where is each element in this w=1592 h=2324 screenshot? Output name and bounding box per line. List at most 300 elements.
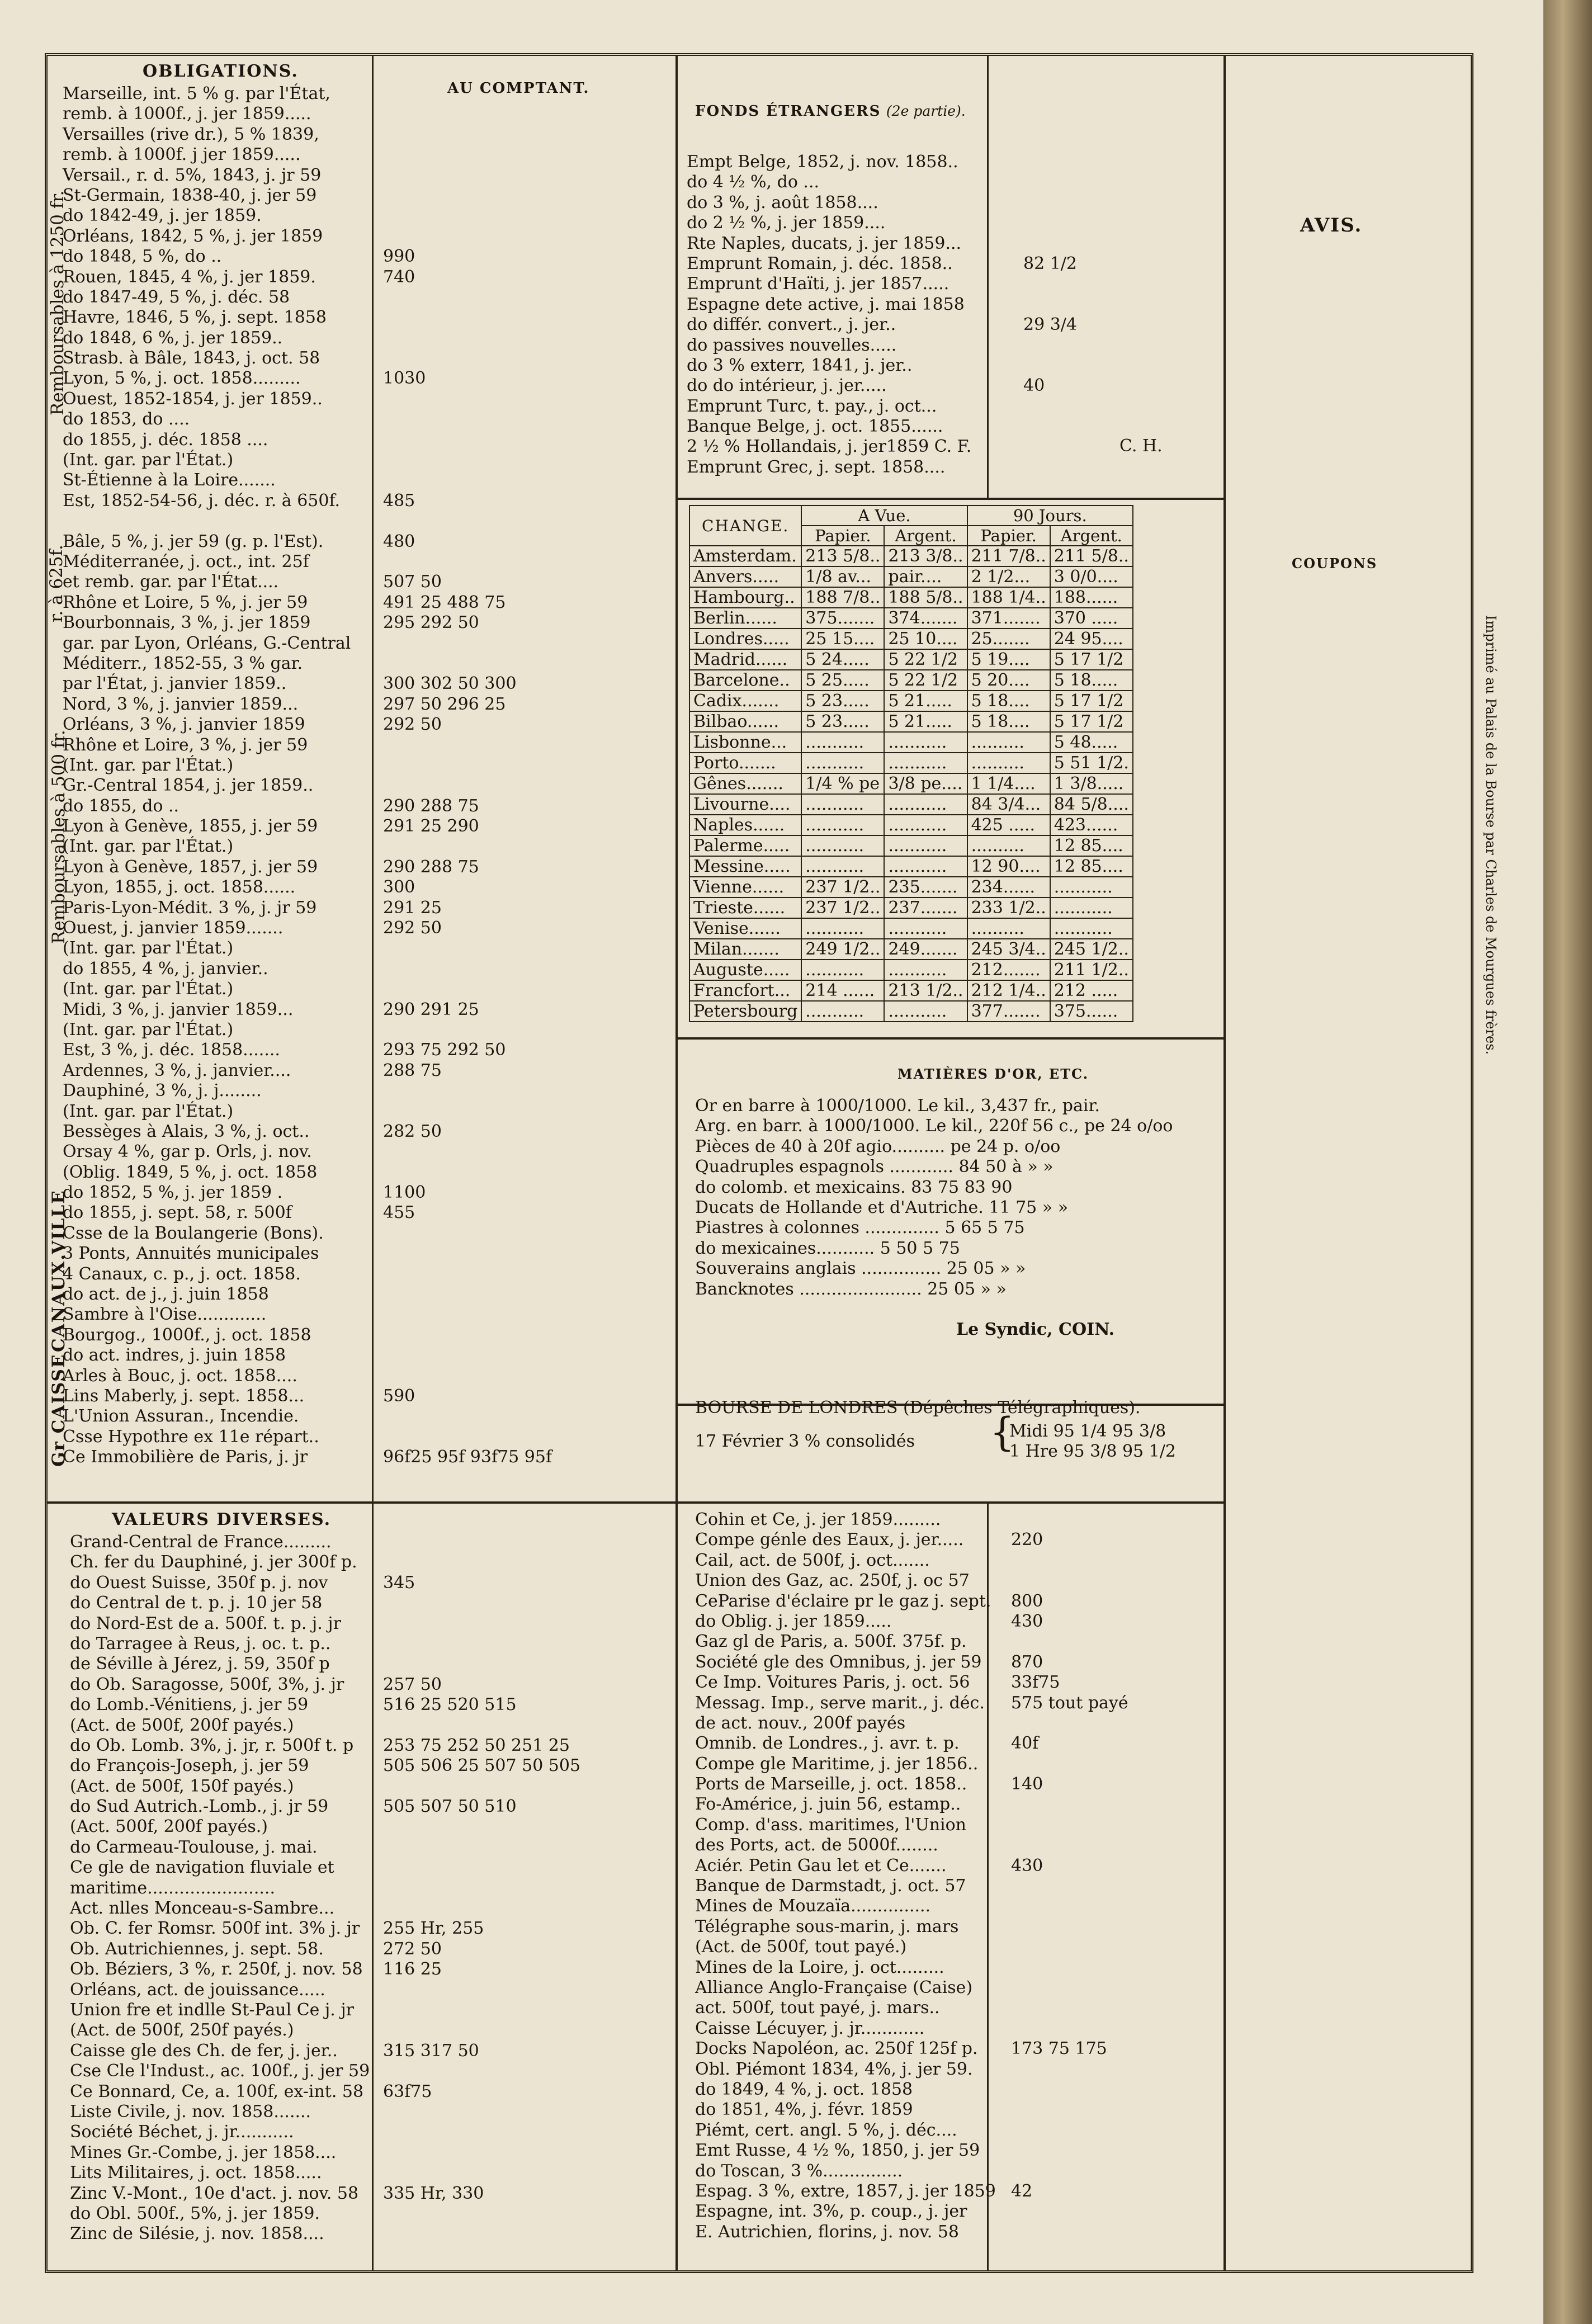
- section-divider: [675, 498, 1223, 500]
- item-label: Versailles (rive dr.), 5 % 1839,: [63, 124, 319, 144]
- list-item: [63, 1224, 667, 1244]
- side-label-canaux: CANAUX.: [49, 1253, 69, 1352]
- change-rate: ...........: [884, 815, 967, 835]
- londres-date: 17 Février 3 % consolidés: [695, 1432, 915, 1451]
- change-rate: 84 5/8....: [1050, 794, 1133, 815]
- item-label: Gaz gl de Paris, a. 500f. 375f. p.: [695, 1632, 967, 1652]
- item-label: Dauphiné, 3 %, j. j........: [63, 1081, 262, 1101]
- change-row: [689, 877, 1133, 898]
- list-item: [695, 1510, 1534, 1530]
- change-row: [689, 566, 1133, 587]
- item-label: do François-Joseph, j. jer 59: [70, 1756, 309, 1776]
- valeurs-list: [70, 1532, 674, 2245]
- change-row: [689, 773, 1133, 794]
- change-rate: 375.......: [801, 608, 884, 629]
- change-rate: ...........: [1050, 877, 1133, 898]
- list-item: [70, 2143, 674, 2163]
- list-item: [63, 1000, 667, 1020]
- change-rate: pair....: [884, 566, 967, 587]
- list-item: [63, 1142, 667, 1162]
- list-item: [63, 938, 667, 958]
- item-label: Versail., r. d. 5%, 1843, j. jr 59: [63, 165, 322, 185]
- change-rate: 188......: [1050, 587, 1133, 608]
- change-rate: 245 1/2..: [1050, 939, 1133, 960]
- change-rate: ...........: [801, 918, 884, 939]
- column-divider: [675, 56, 678, 2270]
- change-rate: ...........: [801, 960, 884, 980]
- list-item: [70, 1959, 674, 1980]
- avis-header: AVIS.: [1300, 214, 1363, 237]
- item-label: Gr.-Central 1854, j. jer 1859..: [63, 776, 314, 796]
- item-value: 485: [383, 490, 415, 511]
- item-value: 590: [383, 1386, 415, 1406]
- change-rate: ...........: [884, 1001, 967, 1022]
- item-label: Zinc de Silésie, j. nov. 1858....: [70, 2224, 324, 2244]
- item-label: Ob. Autrichiennes, j. sept. 58.: [70, 1939, 324, 1959]
- list-item: [63, 287, 667, 308]
- change-rate: 235.......: [884, 877, 967, 898]
- change-rate: 423......: [1050, 815, 1133, 835]
- list-item: [695, 1632, 1534, 1652]
- list-item: [63, 1406, 667, 1426]
- item-label: Paris-Lyon-Médit. 3 %, j. jr 59: [63, 898, 317, 918]
- change-rate: 213 5/8..: [801, 546, 884, 566]
- list-item: [695, 1218, 1232, 1238]
- item-value: 257 50: [383, 1674, 442, 1694]
- change-rate: ..........: [967, 918, 1050, 939]
- item-value: 990: [383, 247, 415, 267]
- item-value: 300 302 50 300: [383, 674, 517, 694]
- list-item: [63, 1183, 667, 1203]
- list-item: [695, 1733, 1534, 1754]
- item-label: Emt Russe, 4 ½ %, 1850, j. jer 59: [695, 2141, 980, 2161]
- item-label: Grand-Central de France.........: [70, 1532, 332, 1552]
- change-rate: 188 7/8..: [801, 587, 884, 608]
- list-item: [63, 1244, 667, 1264]
- list-item: [70, 2122, 674, 2142]
- section-divider: [48, 1501, 675, 1504]
- item-label: maritime........................: [70, 1878, 275, 1898]
- item-label: Emprunt Turc, t. pay., j. oct...: [687, 396, 937, 416]
- divers-list: [695, 1510, 1534, 2242]
- list-item: [70, 1939, 674, 1959]
- change-city: Barcelone..: [689, 670, 801, 691]
- change-rate: ...........: [884, 960, 967, 980]
- change-rate: 211 1/2..: [1050, 960, 1133, 980]
- list-item: [687, 396, 1358, 417]
- change-rate: 188 5/8..: [884, 587, 967, 608]
- change-row: [689, 670, 1133, 691]
- item-label: Ce Immobilière de Paris, j. jr: [63, 1447, 308, 1467]
- list-item: [695, 1137, 1232, 1157]
- change-row: [689, 856, 1133, 877]
- item-label: Espagne dete active, j. mai 1858: [687, 294, 965, 314]
- list-item: [687, 152, 1358, 172]
- list-item: [63, 572, 667, 592]
- list-item: [63, 84, 667, 104]
- item-label: Cohin et Ce, j. jer 1859.........: [695, 1510, 941, 1529]
- item-label: (Int. gar. par l'État.): [63, 979, 234, 999]
- change-rate: 245 3/4..: [967, 939, 1050, 960]
- list-item: [63, 430, 667, 450]
- list-item: [70, 1593, 674, 1613]
- side-label-625: r. à 625f.: [46, 545, 67, 622]
- item-value: 291 25: [383, 898, 442, 918]
- item-label: Messag. Imp., serve marit., j. déc.: [695, 1693, 985, 1713]
- item-label: do 1848, 5 %, do ..: [63, 247, 222, 267]
- matieres-header: MATIÈRES D'OR, ETC.: [897, 1066, 1089, 1082]
- item-label: Bessèges à Alais, 3 %, j. oct..: [63, 1121, 310, 1141]
- change-city: Anvers.....: [689, 566, 801, 587]
- item-value: 507 50: [383, 572, 442, 592]
- change-rate: 374.......: [884, 608, 967, 629]
- item-value: 96f25 95f 93f75 95f: [383, 1447, 552, 1467]
- list-item: [63, 1203, 667, 1223]
- list-item: [63, 735, 667, 755]
- list-item: [70, 1654, 674, 1674]
- section-divider: [675, 1037, 1223, 1040]
- item-label: Union fre et indlle St-Paul Ce j. jr: [70, 2000, 354, 2020]
- change-rate: 5 21.....: [884, 691, 967, 711]
- change-rate: ..........: [967, 753, 1050, 773]
- list-item: [695, 1571, 1534, 1591]
- item-label: Quadruples espagnols ............ 84 50 à » »: [695, 1157, 1054, 1177]
- change-rate: ...........: [1050, 918, 1133, 939]
- list-item: [687, 356, 1358, 376]
- item-label: do 3 %, j. août 1858....: [687, 192, 878, 212]
- item-label: Alliance Anglo-Française (Caise): [695, 1977, 973, 1997]
- change-row: [689, 794, 1133, 815]
- change-rate: ...........: [801, 1001, 884, 1022]
- item-value: 140: [1011, 1774, 1043, 1794]
- change-row: [689, 546, 1133, 566]
- matieres-list: [695, 1096, 1232, 1300]
- item-value: 800: [1011, 1591, 1043, 1611]
- list-item: [695, 1652, 1534, 1673]
- item-label: Orléans, 1842, 5 %, j. jer 1859: [63, 226, 323, 246]
- change-rate: 5 18....: [967, 691, 1050, 711]
- item-label: do 1855, do ..: [63, 796, 179, 816]
- item-label: Ob. C. fer Romsr. 500f int. 3% j. jr: [70, 1919, 360, 1939]
- coupons-header: COUPONS: [1292, 555, 1378, 571]
- item-label: do 1855, 4 %, j. janvier..: [63, 958, 268, 979]
- item-value: 290 288 75: [383, 796, 479, 816]
- item-label: Bâle, 5 %, j. jer 59 (g. p. l'Est).: [63, 531, 324, 551]
- change-city: Hambourg..: [689, 587, 801, 608]
- item-label: Arles à Bouc, j. oct. 1858....: [63, 1366, 297, 1386]
- item-value: 345: [383, 1572, 415, 1593]
- list-item: [687, 295, 1358, 315]
- item-value: 288 75: [383, 1060, 442, 1080]
- change-rate: 5 51 1/2.: [1050, 753, 1133, 773]
- list-item: [63, 1061, 667, 1081]
- change-row: [689, 898, 1133, 918]
- item-label: Caisse gle des Ch. de fer, j. jer..: [70, 2040, 338, 2061]
- change-row: [689, 815, 1133, 835]
- list-item: [63, 1447, 667, 1467]
- item-label: Télégraphe sous-marin, j. mars: [695, 1916, 959, 1936]
- item-label: Docks Napoléon, ac. 250f 125f p.: [695, 2039, 978, 2059]
- list-item: [687, 172, 1358, 192]
- list-item: [695, 2202, 1534, 2222]
- item-label: Lyon à Genève, 1855, j. jer 59: [63, 816, 318, 837]
- item-label: do act. de j., j. juin 1858: [63, 1284, 269, 1305]
- change-row: [689, 711, 1133, 732]
- item-label: Act. nlles Monceau-s-Sambre...: [70, 1898, 335, 1919]
- change-rate: 211 5/8..: [1050, 546, 1133, 566]
- list-item: [695, 1917, 1534, 1937]
- change-rate: 25 10....: [884, 629, 967, 649]
- item-label: Rte Naples, ducats, j. jer 1859...: [687, 233, 962, 253]
- item-value: 575 tout payé: [1011, 1693, 1128, 1713]
- item-value: 1030: [383, 369, 426, 389]
- change-row: [689, 753, 1133, 773]
- change-rate: 249.......: [884, 939, 967, 960]
- change-rate: 3/8 pe....: [884, 773, 967, 794]
- item-label: do Central de t. p. j. 10 jer 58: [70, 1593, 323, 1613]
- item-value: 870: [1011, 1652, 1043, 1672]
- item-label: Or en barre à 1000/1000. Le kil., 3,437 fr., pair.: [695, 1096, 1100, 1116]
- item-value: 315 317 50: [383, 2040, 479, 2061]
- change-city: Vienne......: [689, 877, 801, 898]
- change-rate: ...........: [884, 856, 967, 877]
- change-rate: 5 25.....: [801, 670, 884, 691]
- item-label: Strasb. à Bâle, 1843, j. oct. 58: [63, 348, 320, 369]
- change-rate: ...........: [801, 835, 884, 856]
- item-label: do 1847-49, 5 %, j. déc. 58: [63, 287, 290, 307]
- list-item: [695, 1754, 1534, 1774]
- change-row: [689, 960, 1133, 980]
- change-rate: ...........: [801, 794, 884, 815]
- item-value: 292 50: [383, 715, 442, 735]
- brace-mark: {: [990, 1409, 1015, 1455]
- item-label: Société gle des Omnibus, j. jer 59: [695, 1652, 982, 1672]
- change-rate: ...........: [884, 732, 967, 753]
- item-label: do 3 % exterr, 1841, j. jer..: [687, 355, 913, 375]
- item-label: Bourbonnais, 3 %, j. jer 1859: [63, 613, 311, 633]
- change-rate: 234......: [967, 877, 1050, 898]
- book-spine: [1543, 0, 1592, 2324]
- obligations-list: [63, 84, 667, 1468]
- list-item: [695, 1530, 1534, 1550]
- item-value: 42: [1011, 2181, 1033, 2201]
- imprint-vertical: Imprimé au Palais de la Bourse par Charles de Mourgues frères.: [1483, 615, 1499, 1055]
- list-item: [63, 125, 667, 145]
- item-label: Ce Imp. Voitures Paris, j. oct. 56: [695, 1673, 970, 1693]
- change-table-body: [689, 546, 1133, 1022]
- list-item: [695, 1612, 1534, 1632]
- list-item: [63, 695, 667, 715]
- item-label: remb. à 1000f. j jer 1859.....: [63, 145, 301, 165]
- item-label: Orléans, act. de jouissance.....: [70, 1980, 325, 2000]
- list-item: [695, 1794, 1534, 1815]
- list-item: [63, 328, 667, 348]
- item-label: Ce Bonnard, Ce, a. 100f, ex-int. 58: [70, 2081, 364, 2101]
- item-label: Csse Hypothre ex 11e répart..: [63, 1426, 319, 1447]
- list-item: [63, 247, 667, 267]
- change-rate: 12 85....: [1050, 835, 1133, 856]
- list-item: [695, 2161, 1534, 2181]
- change-rate: 5 20....: [967, 670, 1050, 691]
- list-item: [63, 959, 667, 979]
- item-label: do 4 ½ %, do ...: [687, 172, 820, 192]
- item-label: Mines Gr.-Combe, j. jer 1858....: [70, 2142, 337, 2162]
- item-label: Mines de Mouzaïa...............: [695, 1896, 931, 1916]
- list-item: [695, 1673, 1534, 1693]
- item-label: (Int. gar. par l'État.): [63, 755, 234, 775]
- list-item: [70, 2163, 674, 2183]
- item-value: 40: [1023, 376, 1045, 396]
- change-rate: 213 3/8..: [884, 546, 967, 566]
- list-item: [63, 532, 667, 552]
- change-rate: ..........: [967, 835, 1050, 856]
- change-rate: 1/8 av...: [801, 566, 884, 587]
- item-label: Lins Maberly, j. sept. 1858...: [63, 1386, 305, 1406]
- change-rate: ...........: [884, 794, 967, 815]
- change-rate: 237 1/2..: [801, 898, 884, 918]
- list-item: [63, 837, 667, 857]
- list-item: [695, 1978, 1534, 1998]
- fonds-etrangers-list: [687, 152, 1358, 478]
- list-item: [63, 857, 667, 877]
- change-row: [689, 691, 1133, 711]
- item-label: Banque de Darmstadt, j. oct. 57: [695, 1876, 966, 1896]
- list-item: [63, 369, 667, 389]
- list-item: [63, 206, 667, 226]
- item-label: do différ. convert., j. jer..: [687, 315, 896, 335]
- item-label: Comp. d'ass. maritimes, l'Union: [695, 1815, 966, 1835]
- item-label: Méditerranée, j. oct., int. 25f: [63, 551, 309, 571]
- list-item: [63, 491, 667, 511]
- item-value: 282 50: [383, 1121, 442, 1141]
- change-row: [689, 939, 1133, 960]
- list-item: [687, 376, 1358, 396]
- list-item: [63, 816, 667, 837]
- list-item: [695, 1239, 1232, 1259]
- item-value: 292 50: [383, 918, 442, 938]
- list-item: [63, 1102, 667, 1122]
- list-item: [63, 796, 667, 816]
- item-label: de Séville à Jérez, j. 59, 350f p: [70, 1654, 330, 1674]
- item-label: do 2 ½ %, j. jer 1859....: [687, 213, 886, 233]
- change-row: [689, 1001, 1133, 1022]
- list-item: [63, 1345, 667, 1366]
- item-label: Bourgog., 1000f., j. oct. 1858: [63, 1325, 311, 1345]
- item-label: Emprunt Romain, j. déc. 1858..: [687, 253, 953, 273]
- item-label: Zinc V.-Mont., 10e d'act. j. nov. 58: [70, 2183, 359, 2203]
- papier-header: Papier.: [801, 526, 884, 546]
- item-label: do mexicaines........... 5 50 5 75: [695, 1238, 960, 1258]
- item-label: do Nord-Est de a. 500f. t. p. j. jr: [70, 1613, 341, 1633]
- change-rate: ..........: [967, 732, 1050, 753]
- item-label: do 1855, j. sept. 58, r. 500f: [63, 1203, 292, 1223]
- item-value: 430: [1011, 1855, 1043, 1876]
- list-item: [695, 2019, 1534, 2039]
- list-item: [70, 1980, 674, 2000]
- item-label: Espagne, int. 3%, p. coup., j. jer: [695, 2202, 967, 2222]
- list-item: [63, 715, 667, 735]
- list-item: [63, 1264, 667, 1284]
- list-item: [63, 755, 667, 776]
- item-label: 3 Ponts, Annuités municipales: [63, 1244, 319, 1264]
- item-value: 740: [383, 267, 415, 287]
- item-label: do 1853, do ....: [63, 409, 190, 429]
- list-item: [695, 2141, 1534, 2161]
- syndic-line: Le Syndic, COIN.: [956, 1320, 1115, 1339]
- item-label: (Act. 500f, 200f payés.): [70, 1817, 268, 1837]
- list-item: [70, 1614, 674, 1634]
- change-city: Porto.......: [689, 753, 801, 773]
- change-rate: ...........: [801, 732, 884, 753]
- item-label: do Ob. Saragosse, 500f, 3%, j. jr: [70, 1674, 344, 1694]
- list-item: [63, 104, 667, 124]
- item-label: Union des Gaz, ac. 250f, j. oc 57: [695, 1571, 970, 1591]
- item-value: 505 507 50 510: [383, 1797, 517, 1817]
- list-item: [63, 1040, 667, 1060]
- change-rate: 1 1/4....: [967, 773, 1050, 794]
- change-rate: 188 1/4..: [967, 587, 1050, 608]
- item-label: do 1848, 6 %, j. jer 1859..: [63, 328, 283, 348]
- list-item: [63, 470, 667, 490]
- change-row: [689, 835, 1133, 856]
- item-label: Ducats de Hollande et d'Autriche. 11 75 » »: [695, 1197, 1069, 1217]
- change-rate: 377.......: [967, 1001, 1050, 1022]
- list-item: [695, 1937, 1534, 1957]
- item-label: Compe gle Maritime, j. jer 1856..: [695, 1754, 979, 1774]
- item-label: Est, 1852-54-56, j. déc. r. à 650f.: [63, 490, 341, 511]
- list-item: [70, 1552, 674, 1572]
- list-item: [70, 1675, 674, 1695]
- item-label: Rouen, 1845, 4 %, j. jer 1859.: [63, 267, 316, 287]
- item-label: do 1842-49, j. jer 1859.: [63, 206, 262, 226]
- list-item: [695, 1815, 1534, 1835]
- item-value: 290 288 75: [383, 857, 479, 877]
- item-label: St-Étienne à la Loire.......: [63, 470, 276, 490]
- list-item: [687, 274, 1358, 294]
- item-label: (Int. gar. par l'État.): [63, 938, 234, 958]
- item-value: 1100: [383, 1183, 426, 1203]
- change-city: Auguste.....: [689, 960, 801, 980]
- list-item: [695, 1693, 1534, 1713]
- ch-label: C. H.: [1119, 436, 1163, 456]
- item-label: Ouest, 1852-1854, j. jer 1859..: [63, 389, 323, 409]
- item-value: 491 25 488 75: [383, 592, 506, 612]
- change-row: [689, 608, 1133, 629]
- change-rate: 5 17 1/2: [1050, 691, 1133, 711]
- item-value: 291 25 290: [383, 816, 479, 837]
- change-rate: ...........: [801, 753, 884, 773]
- item-value: 297 50 296 25: [383, 694, 506, 714]
- change-city: Cadix.......: [689, 691, 801, 711]
- item-label: Compe génle des Eaux, j. jer.....: [695, 1530, 964, 1550]
- item-label: do Obl. 500f., 5%, j. jer 1859.: [70, 2203, 320, 2223]
- item-label: Ce gle de navigation fluviale et: [70, 1858, 334, 1878]
- list-item: [695, 1998, 1534, 2018]
- change-rate: 5 21.....: [884, 711, 967, 732]
- change-row: [689, 587, 1133, 608]
- a-vue-header: A Vue.: [801, 506, 967, 526]
- item-label: do do intérieur, j. jer.....: [687, 376, 887, 396]
- item-label: par l'État, j. janvier 1859..: [63, 674, 287, 694]
- list-item: [63, 552, 667, 572]
- item-label: Rhône et Loire, 5 %, j. jer 59: [63, 592, 308, 612]
- item-label: Piémt, cert. angl. 5 %, j. déc....: [695, 2120, 957, 2140]
- item-label: Lyon, 1855, j. oct. 1858......: [63, 877, 296, 898]
- change-city: Madrid......: [689, 649, 801, 670]
- item-label: Arg. en barr. à 1000/1000. Le kil., 220f 56 c., pe 24 o/oo: [695, 1116, 1173, 1136]
- item-label: do Sud Autrich.-Lomb., j. jr 59: [70, 1797, 329, 1817]
- change-rate: ...........: [884, 835, 967, 856]
